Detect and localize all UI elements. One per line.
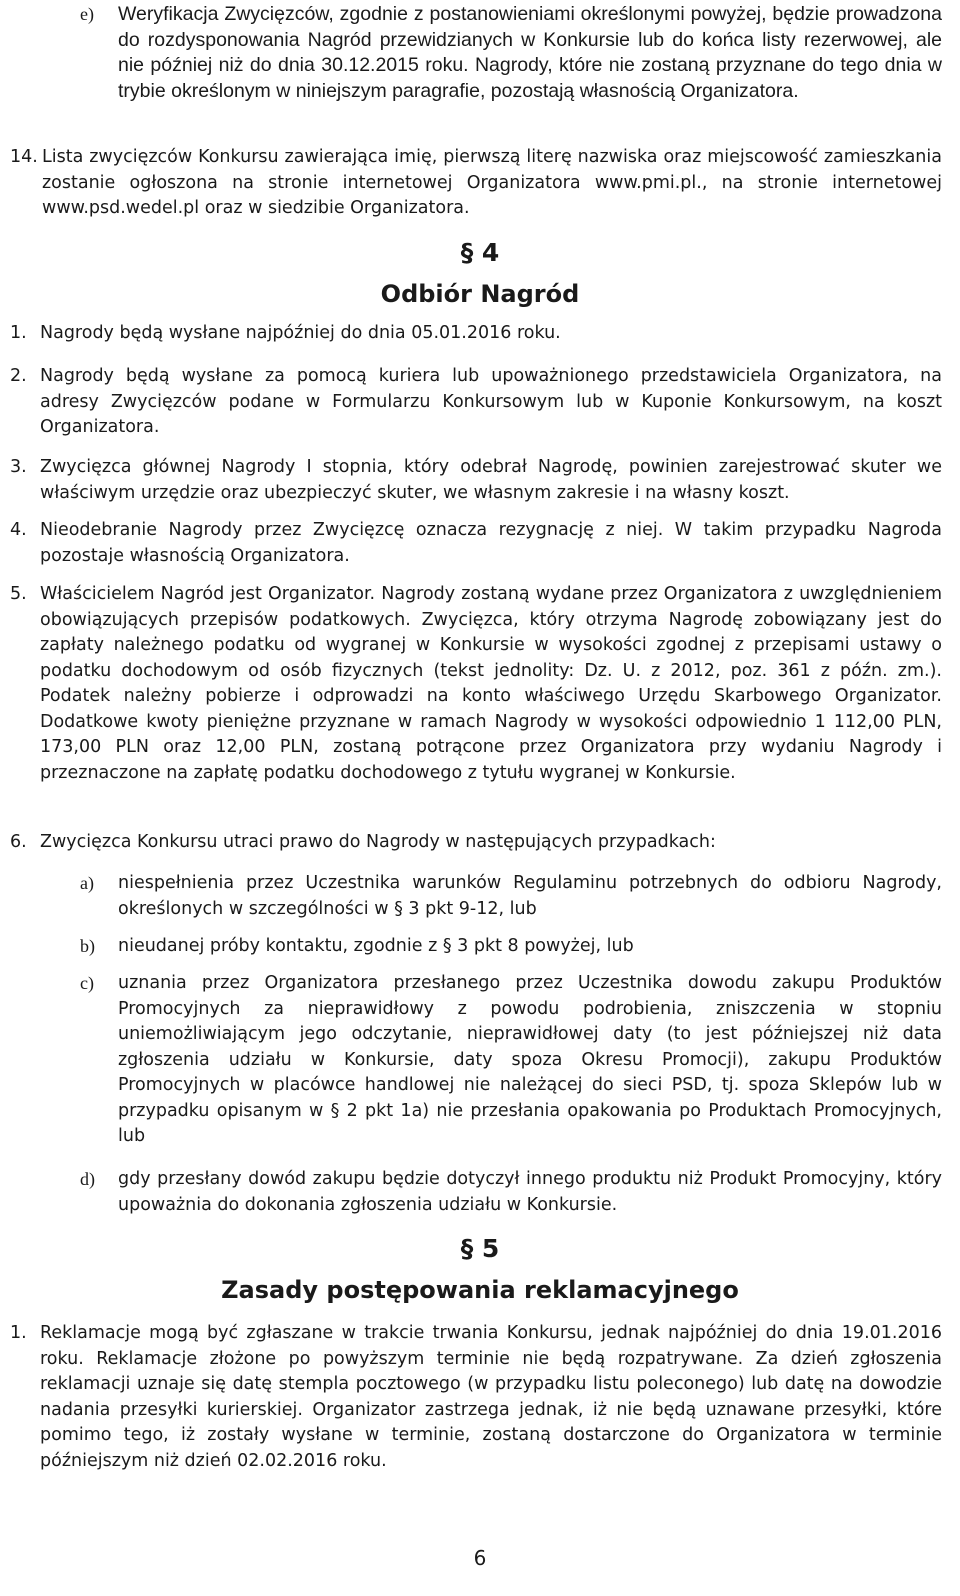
- list-item-number: 4.: [10, 520, 27, 540]
- list-item-number: 6.: [10, 832, 27, 852]
- list-item-label: c): [80, 973, 94, 993]
- list-item-text: uznania przez Organizatora przesłanego przez Uczestnika dowodu zakupu Produktów Promocyjnych za nieprawidłowy z powodu podrobienia, zniszczenia w stopniu uniemożliwiającym jego odczytanie, nieprawidłowej daty (to jest późniejszej niż data zgłoszenia udziału w Konkursie, daty spoza Okresu Promocji), zakupu Produktów Promocyjnych w placówce handlowej nie należącej do sieci PSD, tj. spoza Sklepów lub w przypadku opisanym w § 2 pkt 1a) nie przesłania opakowania po Produktach Promocyjnych, lub: [118, 973, 942, 1146]
- list-item-text: nieudanej próby kontaktu, zgodnie z § 3 pkt 8 powyżej, lub: [118, 936, 634, 956]
- list-item-text: Nagrody będą wysłane za pomocą kuriera lub upoważnionego przedstawiciela Organizatora, na adresy Zwycięzców podane w Formularzu Konkursowym lub w Kuponie Konkursowym, na koszt Organizatora.: [40, 366, 942, 437]
- page-number: 6: [473, 1546, 487, 1570]
- list-item-label: e): [80, 4, 94, 24]
- section-5-heading: Zasady postępowania reklamacyjnego: [221, 1276, 739, 1304]
- list-item-number: 5.: [10, 584, 27, 604]
- section-4-symbol: § 4: [460, 238, 500, 267]
- list-item-text: Właścicielem Nagród jest Organizator. Nagrody zostaną wydane przez Organizatora z uwzględnieniem obowiązujących przepisów podatkowych. Zwycięzca, który otrzyma Nagrodę zobowiązany jest do zapłaty należnego podatku od wygranej w Konkursie w wysokości zgodnej z przepisami ustawy o podatku dochodowym od osób fizycznych (tekst jednolity: Dz. U. z 2012, poz. 361 z późn. zm.). Podatek należny pobierze i odprowadzi na konto właściwego Urzędu Skarbowego Organizator. Dodatkowe kwoty pieniężne przyznane w ramach Nagrody w wysokości odpowiednio 1 112,00 PLN, 173,00 PLN oraz 12,00 PLN, zostaną potrącone przez Organizatora przy wydaniu Nagrody i przeznaczone na zapłatę podatku dochodowego z tytułu wygranej w Konkursie.: [40, 584, 942, 783]
- list-item-text: gdy przesłany dowód zakupu będzie dotyczył innego produktu niż Produkt Promocyjny, który upoważnia do dokonania zgłoszenia udziału w Konkursie.: [118, 1169, 942, 1215]
- list-item-label: d): [80, 1169, 95, 1189]
- list-item-text: Lista zwycięzców Konkursu zawierająca imię, pierwszą literę nazwiska oraz miejscowość zamieszkania zostanie ogłoszona na stronie internetowej Organizatora www.pmi.pl., na stronie internetowej www.psd.wedel.pl oraz w siedzibie Organizatora.: [42, 147, 942, 218]
- list-item-text: Zwycięzca Konkursu utraci prawo do Nagrody w następujących przypadkach:: [40, 832, 716, 852]
- section-4-heading: Odbiór Nagród: [380, 280, 580, 308]
- list-item-label: b): [80, 936, 95, 956]
- list-item-label: a): [80, 873, 94, 893]
- list-item-number: 1.: [10, 323, 27, 343]
- list-item-number: 3.: [10, 457, 27, 477]
- list-item-text: Zwycięzca głównej Nagrody I stopnia, który odebrał Nagrodę, powinien zarejestrować skuter we właściwym urzędzie oraz ubezpieczyć skuter, we własnym zakresie i na własny koszt.: [40, 457, 942, 503]
- list-item-number: 14.: [10, 147, 38, 167]
- list-item-text: Weryfikacja Zwycięzców, zgodnie z postanowieniami określonymi powyżej, będzie prowadzona do rozdysponowania Nagród przewidzianych w Konkursie lub do końca listy rezerwowej, ale nie później niż do dnia 30.12.2015 roku. Nagrody, które nie zostaną przyznane do tego dnia w trybie określonym w niniejszym paragrafie, pozostają własnością Organizatora.: [118, 3, 942, 102]
- list-item-text: Reklamacje mogą być zgłaszane w trakcie trwania Konkursu, jednak najpóźniej do dnia 19.01.2016 roku. Reklamacje złożone po powyższym terminie nie będą rozpatrywane. Za dzień zgłoszenia reklamacji uznaje się datę stempla pocztowego (w przypadku listu poleconego) lub datę na dowodzie nadania przesyłki kurierskiej. Organizator zastrzega jednak, iż nie będą uznawane przesyłki, które pomimo tego, iż zostały wysłane w terminie, zostaną dostarczone do Organizatora w terminie późniejszym niż dzień 02.02.2016 roku.: [40, 1323, 942, 1471]
- list-item-text: Nieodebranie Nagrody przez Zwycięzcę oznacza rezygnację z niej. W takim przypadku Nagroda pozostaje własnością Organizatora.: [40, 520, 942, 566]
- list-item-text: niespełnienia przez Uczestnika warunków Regulaminu potrzebnych do odbioru Nagrody, określonych w szczególności w § 3 pkt 9-12, lub: [118, 873, 942, 919]
- list-item-number: 2.: [10, 366, 27, 386]
- section-5-symbol: § 5: [460, 1234, 500, 1263]
- list-item-number: 1.: [10, 1323, 27, 1343]
- list-item-text: Nagrody będą wysłane najpóźniej do dnia 05.01.2016 roku.: [40, 323, 561, 343]
